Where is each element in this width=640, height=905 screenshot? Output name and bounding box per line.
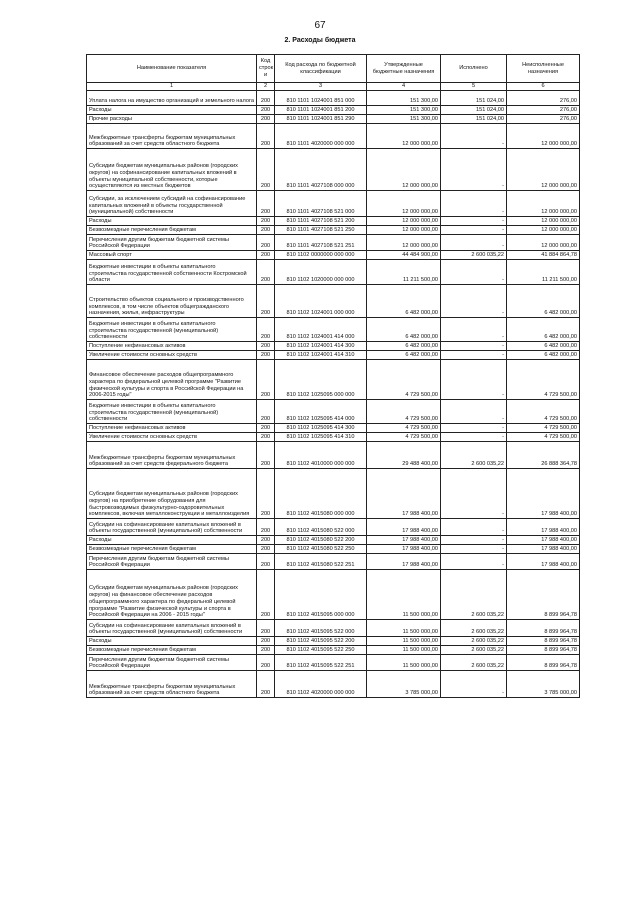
row-executed: - [441,400,507,424]
row-executed: 2 600 035,22 [441,655,507,671]
column-number: 1 [87,83,257,91]
row-remaining: 12 000 000,00 [507,226,580,235]
row-name: Перечисления другим бюджетам бюджетной системы Российской Федерации [87,554,257,570]
row-line-code: 200 [257,620,275,637]
table-row [87,536,580,545]
table-row [87,226,580,235]
row-approved: 12 000 000,00 [367,124,441,149]
table-row [87,637,580,646]
row-remaining: 41 884 864,78 [507,251,580,260]
row-approved: 17 988 400,00 [367,469,441,519]
row-executed: - [441,226,507,235]
row-name: Субсидии, за исключением субсидий на софинансирование капитальных вложений в объекты государственной (муниципальной) собственности [87,191,257,217]
row-remaining: 6 482 000,00 [507,342,580,351]
row-classification: 810 1102 4015080 522 200 [275,536,367,545]
row-executed: 151 024,00 [441,115,507,124]
row-name: Субсидии на софинансирование капитальных вложений в объекты государственной (муниципальной) собственности [87,620,257,637]
row-executed: 2 600 035,22 [441,570,507,620]
row-line-code: 200 [257,235,275,251]
row-remaining: 11 211 500,00 [507,260,580,285]
row-classification: 810 1102 4015095 522 200 [275,637,367,646]
row-line-code: 200 [257,424,275,433]
table-row [87,149,580,191]
row-name: Субсидии бюджетам муниципальных районов (городских округов) на финансовое обеспечение расходов общепрограммного характера по федеральной целевой программе "Развитие физической культуры и спорта в Российской Федерации на 2006 - 2015 годы" [87,570,257,620]
row-classification: 810 1101 1024001 851 290 [275,115,367,124]
row-approved: 3 785 000,00 [367,671,441,698]
row-executed: - [441,519,507,536]
table-row [87,671,580,698]
table-row [87,260,580,285]
row-line-code: 200 [257,519,275,536]
row-remaining: 12 000 000,00 [507,217,580,226]
row-line-code: 200 [257,149,275,191]
row-line-code: 200 [257,226,275,235]
row-approved: 17 988 400,00 [367,545,441,554]
row-classification: 810 1102 1024001 000 000 [275,285,367,318]
row-executed: 2 600 035,22 [441,637,507,646]
table-row [87,124,580,149]
budget-expenditure-table [86,54,580,698]
row-executed: - [441,671,507,698]
row-line-code: 200 [257,637,275,646]
table-row [87,469,580,519]
row-approved: 6 482 000,00 [367,285,441,318]
row-remaining: 17 988 400,00 [507,554,580,570]
row-name: Межбюджетные трансферты бюджетам муниципальных образований за счет средств областного бюджета [87,124,257,149]
row-executed: - [441,191,507,217]
row-line-code: 200 [257,217,275,226]
row-classification: 810 1102 4015095 522 250 [275,646,367,655]
row-classification: 810 1102 1024001 414 310 [275,351,367,360]
row-line-code: 200 [257,545,275,554]
column-number: 2 [257,83,275,91]
row-executed: - [441,545,507,554]
row-line-code: 200 [257,442,275,469]
row-classification: 810 1102 1024001 414 300 [275,342,367,351]
table-row [87,545,580,554]
table-row [87,235,580,251]
row-remaining: 276,00 [507,91,580,106]
row-name: Финансовое обеспечение расходов общепрограммного характера по федеральной целевой программе "Развитие физической культуры и спорта в Российской Федерации на 2006-2015 годы" [87,360,257,400]
row-approved: 6 482 000,00 [367,318,441,342]
row-classification: 810 1102 4015080 522 251 [275,554,367,570]
row-executed: - [441,217,507,226]
row-name: Увеличение стоимости основных средств [87,351,257,360]
table-row [87,519,580,536]
section-title: 2. Расходы бюджета [284,37,356,44]
row-executed: 2 600 035,22 [441,620,507,637]
row-name: Поступление нефинансовых активов [87,342,257,351]
row-line-code: 200 [257,360,275,400]
column-header-remaining: Неисполненные назначения [507,55,580,83]
table-row [87,217,580,226]
row-line-code: 200 [257,671,275,698]
row-name: Расходы [87,217,257,226]
row-remaining: 4 729 500,00 [507,433,580,442]
table-row [87,620,580,637]
row-classification: 810 1102 4015095 000 000 [275,570,367,620]
row-name: Безвозмездные перечисления бюджетам [87,226,257,235]
row-remaining: 6 482 000,00 [507,318,580,342]
table-row [87,400,580,424]
row-classification: 810 1102 4015095 522 000 [275,620,367,637]
row-line-code: 200 [257,115,275,124]
row-line-code: 200 [257,251,275,260]
row-line-code: 200 [257,536,275,545]
column-number: 4 [367,83,441,91]
row-line-code: 200 [257,260,275,285]
row-approved: 6 482 000,00 [367,351,441,360]
row-executed: 151 024,00 [441,91,507,106]
row-remaining: 26 888 364,78 [507,442,580,469]
row-classification: 810 1102 4020000 000 000 [275,671,367,698]
row-name: Расходы [87,536,257,545]
row-line-code: 200 [257,554,275,570]
row-remaining: 6 482 000,00 [507,351,580,360]
row-classification: 810 1102 1025095 414 000 [275,400,367,424]
row-approved: 12 000 000,00 [367,217,441,226]
row-line-code: 200 [257,433,275,442]
row-executed: - [441,469,507,519]
row-name: Бюджетные инвестиции в объекты капитального строительства государственной (муниципальной) собственности [87,318,257,342]
table-row [87,424,580,433]
row-executed: - [441,554,507,570]
row-executed: - [441,433,507,442]
row-classification: 810 1102 4015080 522 250 [275,545,367,554]
table-row [87,646,580,655]
row-name: Безвозмездные перечисления бюджетам [87,545,257,554]
row-line-code: 200 [257,342,275,351]
column-header-name: Наименование показателя [87,55,257,83]
row-executed: - [441,342,507,351]
table-row [87,351,580,360]
row-approved: 151 300,00 [367,91,441,106]
row-executed: - [441,124,507,149]
row-executed: 2 600 035,22 [441,646,507,655]
row-executed: - [441,351,507,360]
row-remaining: 12 000 000,00 [507,191,580,217]
row-approved: 151 300,00 [367,106,441,115]
row-executed: - [441,318,507,342]
row-classification: 810 1101 1024001 851 000 [275,91,367,106]
table-row [87,442,580,469]
row-approved: 151 300,00 [367,115,441,124]
row-approved: 17 988 400,00 [367,554,441,570]
row-name: Перечисления другим бюджетам бюджетной системы Российской Федерации [87,655,257,671]
row-line-code: 200 [257,191,275,217]
column-number-row [87,83,580,91]
row-classification: 810 1101 4027108 521 000 [275,191,367,217]
row-classification: 810 1102 4015080 000 000 [275,469,367,519]
row-executed: - [441,285,507,318]
row-name: Бюджетные инвестиции в объекты капитального строительства государственной собственности Костромской области [87,260,257,285]
row-remaining: 3 785 000,00 [507,671,580,698]
row-approved: 12 000 000,00 [367,149,441,191]
row-executed: - [441,235,507,251]
row-approved: 4 729 500,00 [367,360,441,400]
row-approved: 6 482 000,00 [367,342,441,351]
table-row [87,342,580,351]
row-remaining: 6 482 000,00 [507,285,580,318]
row-line-code: 200 [257,469,275,519]
row-remaining: 4 729 500,00 [507,424,580,433]
row-name: Межбюджетные трансферты бюджетам муниципальных образований за счет средств областного бюджета [87,671,257,698]
row-remaining: 276,00 [507,106,580,115]
row-line-code: 200 [257,106,275,115]
row-name: Безвозмездные перечисления бюджетам [87,646,257,655]
table-body [87,91,580,698]
row-classification: 810 1101 1024001 851 200 [275,106,367,115]
table-row [87,570,580,620]
row-line-code: 200 [257,318,275,342]
row-approved: 44 484 900,00 [367,251,441,260]
table-row [87,360,580,400]
row-classification: 810 1101 4020000 000 000 [275,124,367,149]
row-name: Строительство объектов социального и производственного комплексов, в том числе объектов общегражданского назначения, жилья, инфраструктуры [87,285,257,318]
row-executed: - [441,260,507,285]
row-classification: 810 1101 4027108 521 250 [275,226,367,235]
row-name: Субсидии бюджетам муниципальных районов (городских округов) на софинансирование капитальных вложений в объекты муниципальной собственности, которые осуществляются из местных бюджетов [87,149,257,191]
row-line-code: 200 [257,570,275,620]
row-approved: 4 729 500,00 [367,433,441,442]
row-line-code: 200 [257,400,275,424]
column-number: 3 [275,83,367,91]
row-remaining: 8 899 964,78 [507,570,580,620]
row-classification: 810 1102 4015080 522 000 [275,519,367,536]
row-name: Увеличение стоимости основных средств [87,433,257,442]
column-header-executed: Исполнено [441,55,507,83]
row-approved: 11 500 000,00 [367,646,441,655]
table-row [87,191,580,217]
table-row [87,655,580,671]
row-approved: 12 000 000,00 [367,226,441,235]
row-line-code: 200 [257,351,275,360]
row-name: Субсидии на софинансирование капитальных вложений в объекты государственной (муниципальной) собственности [87,519,257,536]
row-approved: 17 988 400,00 [367,536,441,545]
row-classification: 810 1102 4015095 522 251 [275,655,367,671]
row-line-code: 200 [257,91,275,106]
row-remaining: 17 988 400,00 [507,469,580,519]
row-approved: 12 000 000,00 [367,191,441,217]
row-classification: 810 1102 1024001 414 000 [275,318,367,342]
row-approved: 12 000 000,00 [367,235,441,251]
row-name: Межбюджетные трансферты бюджетам муниципальных образований за счет средств федерального бюджета [87,442,257,469]
row-name: Бюджетные инвестиции в объекты капитального строительства государственной (муниципальной) собственности [87,400,257,424]
column-number: 6 [507,83,580,91]
table-row [87,318,580,342]
row-remaining: 12 000 000,00 [507,235,580,251]
row-executed: 151 024,00 [441,106,507,115]
table-row [87,115,580,124]
row-classification: 810 1101 4027108 000 000 [275,149,367,191]
row-classification: 810 1101 4027108 521 200 [275,217,367,226]
row-executed: - [441,149,507,191]
column-header-classification: Код расхода по бюджетной классификации [275,55,367,83]
row-classification: 810 1102 1025095 000 000 [275,360,367,400]
row-remaining: 4 729 500,00 [507,400,580,424]
table-row [87,251,580,260]
row-classification: 810 1102 1025095 414 310 [275,433,367,442]
row-approved: 11 500 000,00 [367,620,441,637]
row-remaining: 8 899 964,78 [507,655,580,671]
row-approved: 17 988 400,00 [367,519,441,536]
row-classification: 810 1102 0000000 000 000 [275,251,367,260]
table-row [87,285,580,318]
table-row [87,91,580,106]
row-remaining: 17 988 400,00 [507,536,580,545]
column-header-approved: Утвержденные бюджетные назначения [367,55,441,83]
row-name: Прочие расходы [87,115,257,124]
row-name: Расходы [87,637,257,646]
row-approved: 11 211 500,00 [367,260,441,285]
row-classification: 810 1102 1025095 414 300 [275,424,367,433]
row-approved: 11 500 000,00 [367,570,441,620]
row-line-code: 200 [257,655,275,671]
row-approved: 11 500 000,00 [367,655,441,671]
row-remaining: 17 988 400,00 [507,519,580,536]
row-remaining: 8 899 964,78 [507,620,580,637]
row-classification: 810 1102 4010000 000 000 [275,442,367,469]
row-executed: - [441,360,507,400]
row-approved: 4 729 500,00 [367,400,441,424]
row-name: Расходы [87,106,257,115]
row-remaining: 12 000 000,00 [507,149,580,191]
row-line-code: 200 [257,646,275,655]
table-header-row [87,55,580,83]
table-row [87,106,580,115]
row-name: Уплата налога на имущество организаций и земельного налога [87,91,257,106]
row-remaining: 4 729 500,00 [507,360,580,400]
row-name: Поступление нефинансовых активов [87,424,257,433]
table-row [87,554,580,570]
row-name: Перечисления другим бюджетам бюджетной системы Российской Федерации [87,235,257,251]
row-executed: 2 600 035,22 [441,442,507,469]
row-remaining: 12 000 000,00 [507,124,580,149]
row-classification: 810 1102 1020000 000 000 [275,260,367,285]
row-remaining: 17 988 400,00 [507,545,580,554]
row-executed: - [441,424,507,433]
page-number: 67 [314,20,326,31]
row-approved: 29 488 400,00 [367,442,441,469]
row-line-code: 200 [257,124,275,149]
row-name: Массовый спорт [87,251,257,260]
row-remaining: 8 899 964,78 [507,646,580,655]
row-line-code: 200 [257,285,275,318]
row-executed: - [441,536,507,545]
row-remaining: 8 899 964,78 [507,637,580,646]
column-header-line-code: Код строк и [257,55,275,83]
column-number: 5 [441,83,507,91]
row-classification: 810 1101 4027108 521 251 [275,235,367,251]
row-approved: 4 729 500,00 [367,424,441,433]
row-name: Субсидии бюджетам муниципальных районов (городских округов) на приобретение оборудования для быстровозводимых физкультурно-оздоровительных комплексов, включая металлоконструкции и металлоизделия [87,469,257,519]
row-executed: 2 600 035,22 [441,251,507,260]
row-remaining: 276,00 [507,115,580,124]
row-approved: 11 500 000,00 [367,637,441,646]
table-row [87,433,580,442]
